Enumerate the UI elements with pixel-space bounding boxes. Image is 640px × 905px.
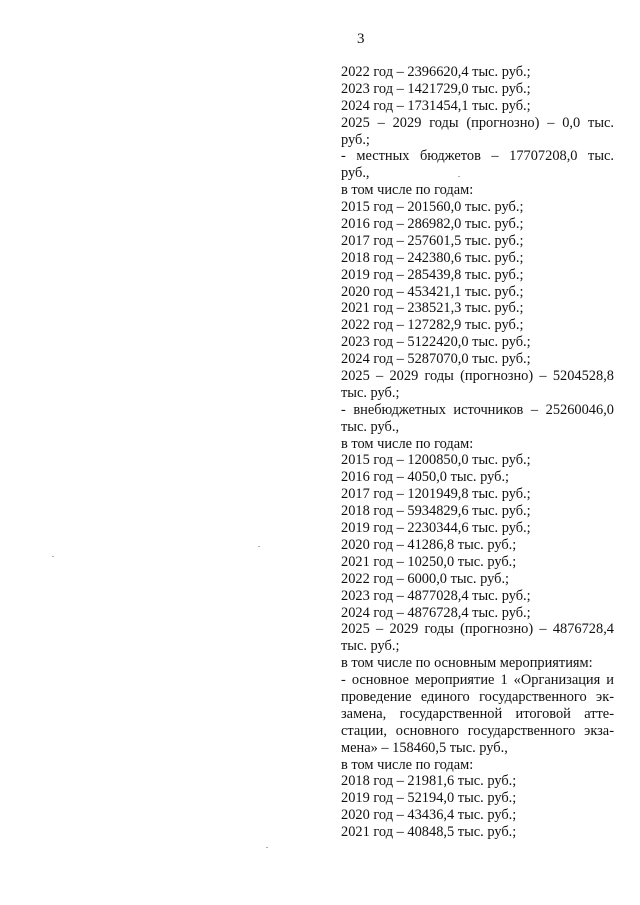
text-line: - местных бюджетов – 17707208,0 тыс. <box>341 148 614 165</box>
text-line: 2016 год – 4050,0 тыс. руб.; <box>341 469 510 486</box>
text-line: 2020 год – 43436,4 тыс. руб.; <box>341 807 517 824</box>
text-line: 2024 год – 1731454,1 тыс. руб.; <box>341 97 531 114</box>
scan-speck <box>266 847 268 848</box>
text-line: 2022 год – 2396620,4 тыс. руб.; <box>341 64 531 80</box>
text-line: - внебюджетных источников – 25260046,0 <box>341 401 614 418</box>
text-line: мена» – 158460,5 тыс. руб., <box>341 739 508 756</box>
text-line: 2019 год – 2230344,6 тыс. руб.; <box>341 520 531 537</box>
scan-speck <box>458 176 460 177</box>
text-line: 2017 год – 1201949,8 тыс. руб.; <box>341 486 531 503</box>
text-line: 2025 – 2029 годы (прогнозно) – 5204528,8 <box>341 368 614 385</box>
text-line: 2019 год – 52194,0 тыс. руб.; <box>341 790 517 807</box>
text-line: 2023 год – 4877028,4 тыс. руб.; <box>341 587 531 604</box>
text-line: 2015 год – 201560,0 тыс. руб.; <box>341 199 524 216</box>
text-line: 2023 год – 5122420,0 тыс. руб.; <box>341 334 531 351</box>
text-line: 2021 год – 10250,0 тыс. руб.; <box>341 553 517 570</box>
text-line: 2021 год – 40848,5 тыс. руб.; <box>341 824 517 841</box>
text-line: стации, основного государственного экза- <box>341 722 614 739</box>
scan-speck <box>52 556 54 557</box>
scan-speck <box>258 546 260 547</box>
text-line: 2015 год – 1200850,0 тыс. руб.; <box>341 452 531 469</box>
text-line: 2022 год – 6000,0 тыс. руб.; <box>341 570 510 587</box>
text-line: в том числе по основным мероприятиям: <box>341 655 593 672</box>
text-line: 2017 год – 257601,5 тыс. руб.; <box>341 232 524 249</box>
text-line: 2021 год – 238521,3 тыс. руб.; <box>341 300 524 317</box>
text-line: руб., <box>341 165 370 182</box>
page-number: 3 <box>357 31 365 47</box>
text-line: 2018 год – 5934829,6 тыс. руб.; <box>341 503 531 520</box>
text-line: 2022 год – 127282,9 тыс. руб.; <box>341 317 524 334</box>
text-line: 2018 год – 242380,6 тыс. руб.; <box>341 249 524 266</box>
text-line: 2025 – 2029 годы (прогнозно) – 4876728,4 <box>341 621 614 638</box>
text-line: 2024 год – 5287070,0 тыс. руб.; <box>341 351 531 368</box>
text-line: 2020 год – 41286,8 тыс. руб.; <box>341 536 517 553</box>
document-text-column <box>341 64 614 841</box>
text-line: 2018 год – 21981,6 тыс. руб.; <box>341 773 517 790</box>
text-line: 2024 год – 4876728,4 тыс. руб.; <box>341 604 531 621</box>
text-line: тыс. руб., <box>341 418 400 435</box>
text-line: - основное мероприятие 1 «Организация и <box>341 672 614 689</box>
text-line: проведение единого государственного эк- <box>341 688 614 705</box>
text-line: 2020 год – 453421,1 тыс. руб.; <box>341 283 524 300</box>
text-line: 2023 год – 1421729,0 тыс. руб.; <box>341 80 531 97</box>
text-line: тыс. руб.; <box>341 384 400 401</box>
text-line: 2016 год – 286982,0 тыс. руб.; <box>341 216 524 233</box>
text-line: руб.; <box>341 131 370 148</box>
text-line: в том числе по годам: <box>341 182 474 199</box>
text-line: в том числе по годам: <box>341 435 474 452</box>
text-line: 2025 – 2029 годы (прогнозно) – 0,0 тыс. <box>341 114 614 131</box>
text-line: в том числе по годам: <box>341 756 474 773</box>
text-line: тыс. руб.; <box>341 638 400 655</box>
text-line: 2019 год – 285439,8 тыс. руб.; <box>341 266 524 283</box>
text-line: замена, государственной итоговой атте- <box>341 705 614 722</box>
